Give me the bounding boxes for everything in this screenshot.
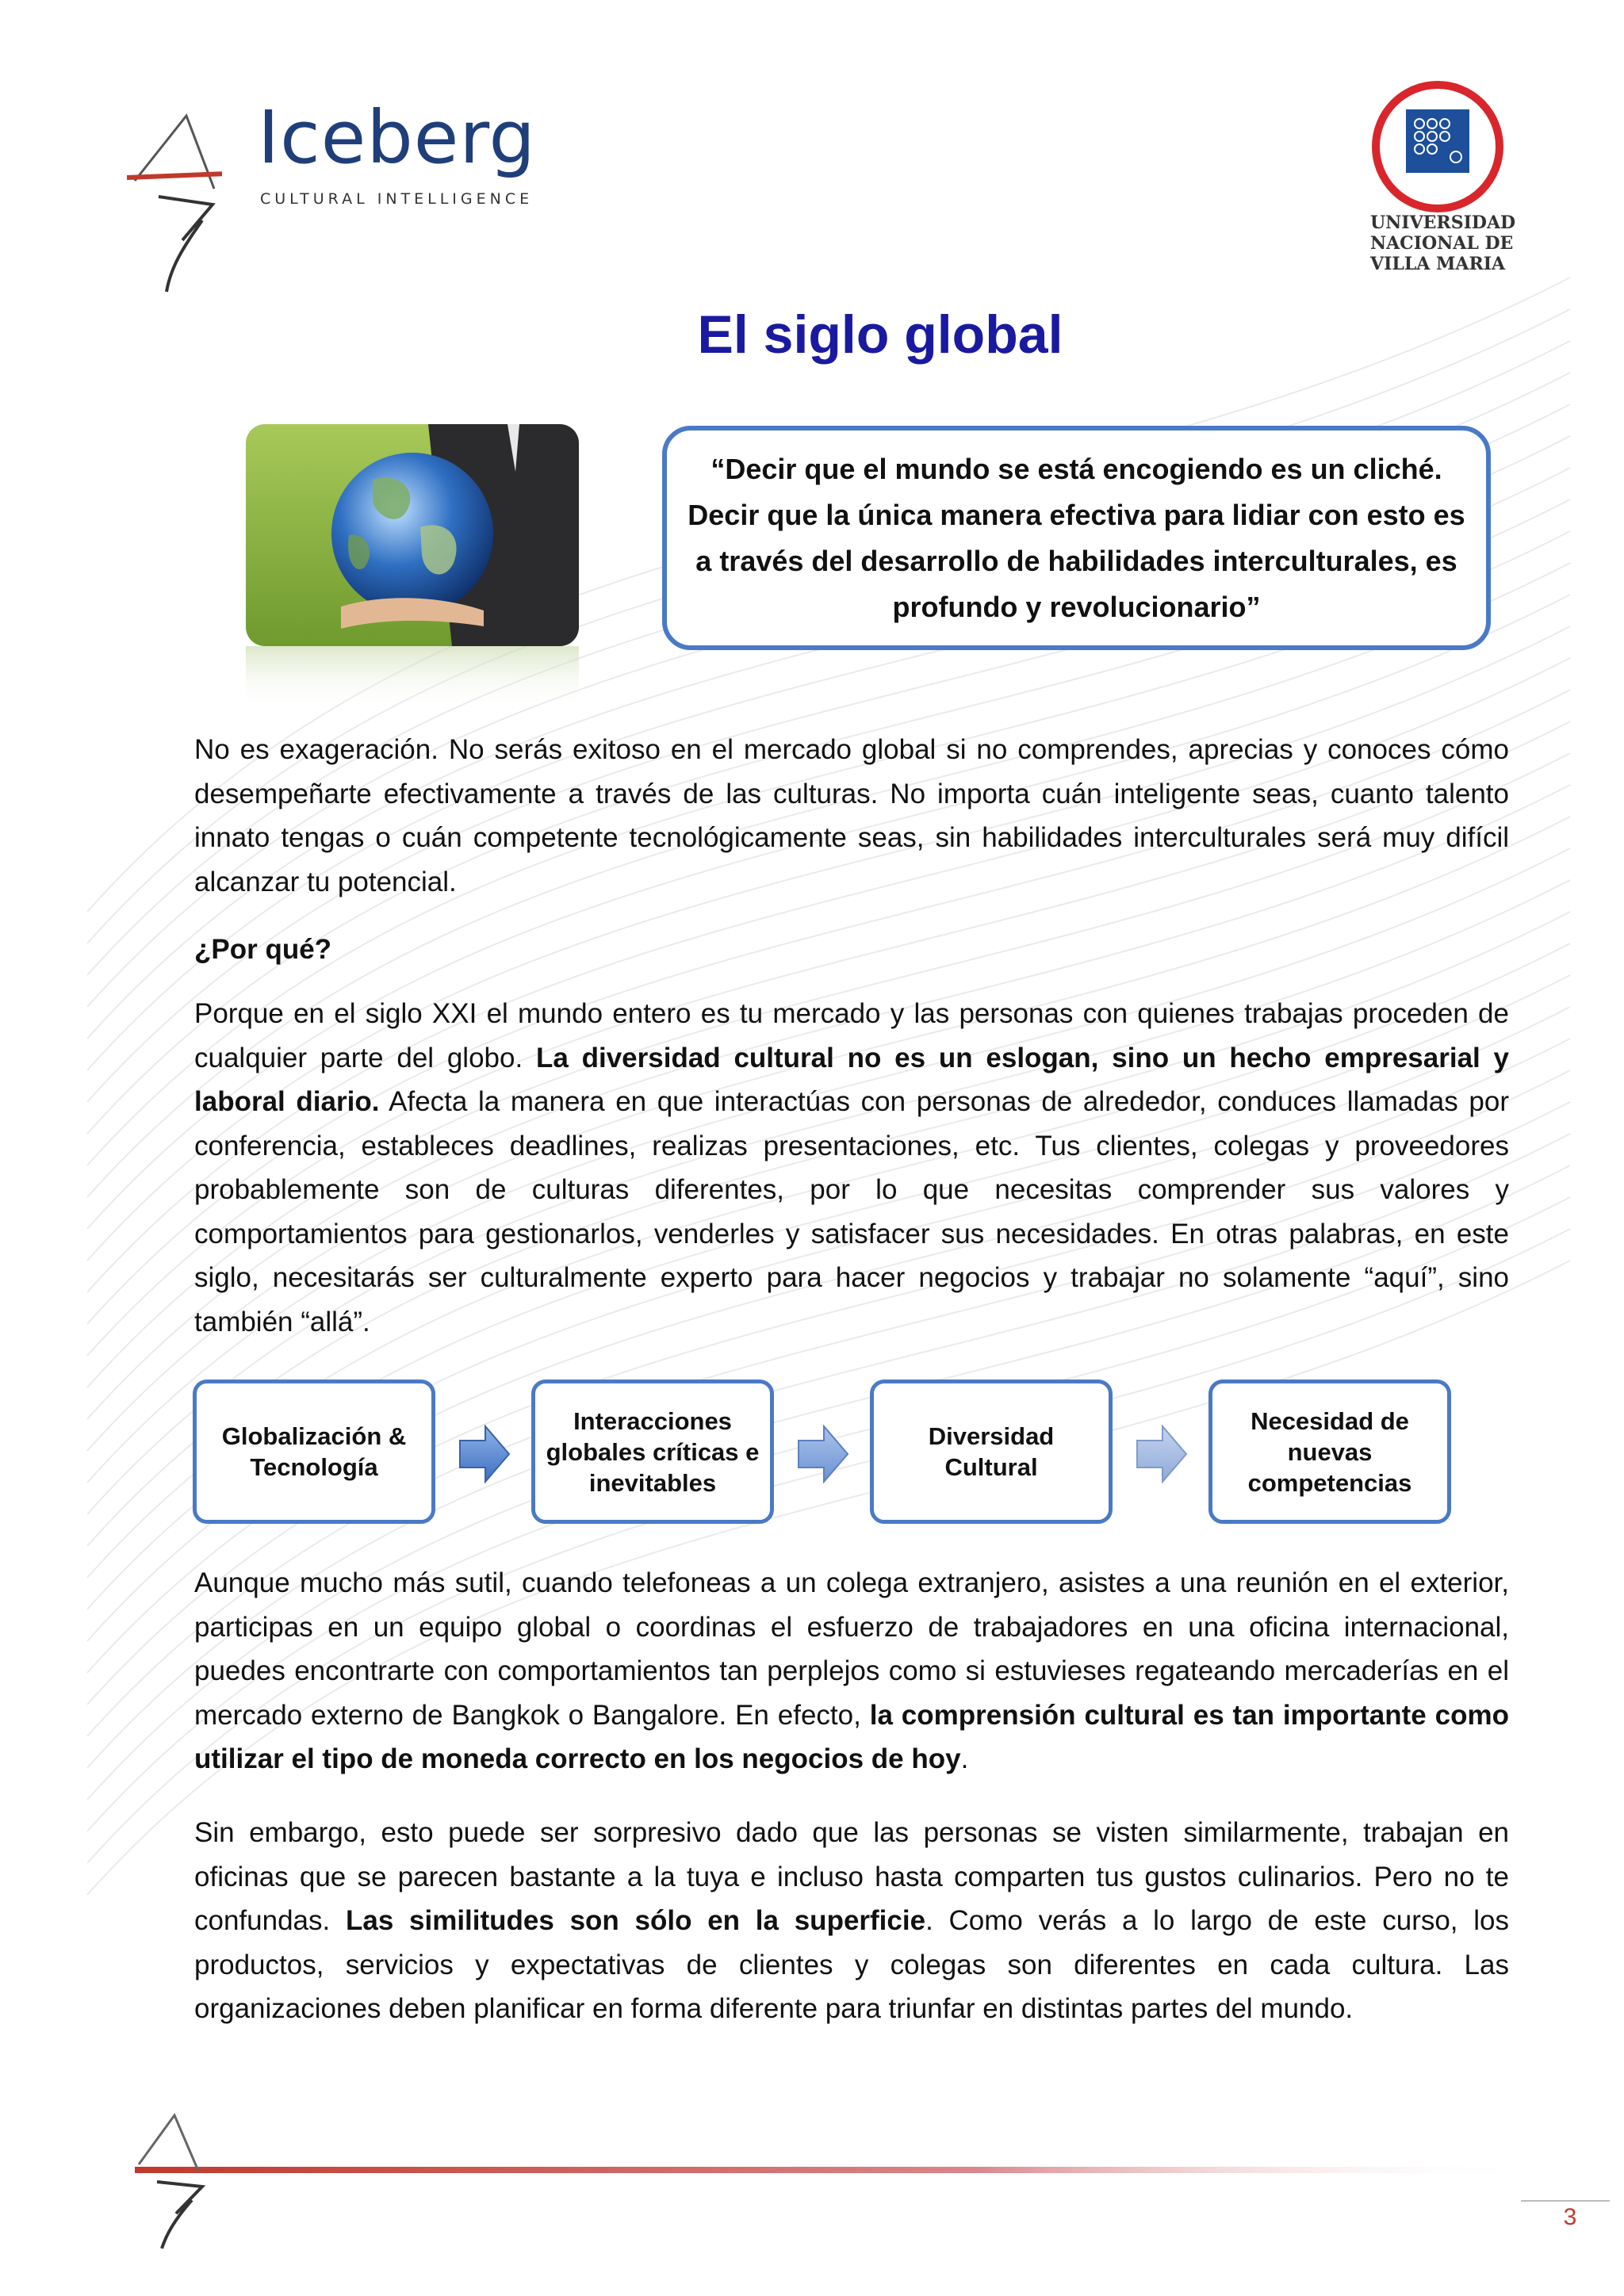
university-name-line-2: NACIONAL DE [1370, 233, 1514, 254]
flow-step-2 [531, 1380, 774, 1524]
why-paragraph-text-1: Porque en el siglo XXI el mundo entero es tu mercado y las personas con quienes trabajas proceden de cualquier parte del globo. [194, 998, 1509, 1073]
flow-step-4 [1208, 1380, 1451, 1524]
brand-tagline: CULTURAL INTELLIGENCE [260, 190, 534, 208]
paragraph-4-text-2: . Como verás a lo largo de este curso, los productos, servicios y expectativas de clientes y colegas son diferentes en cada cultura. Las organizaciones deben planificar en forma diferente para triunfar en distintas partes del mundo. [194, 1905, 1510, 2024]
paragraph-4-text-1: Sin embargo, esto puede ser sorpresivo dado que las personas se visten similarmente, trabajan en oficinas que se parecen bastante a la tuya e incluso hasta comparten tus gustos culinarios. Pero no te confundas. [194, 1817, 1509, 1936]
flow-step-1 [193, 1380, 435, 1524]
university-name-line-3: VILLA MARIA [1370, 254, 1506, 274]
paragraph-3-text-2: . [960, 1743, 969, 1774]
why-paragraph-text-2: Afecta la manera en que interactúas con personas de alrededor, conduces llamadas por conferencia, estableces deadlines, realizas presentaciones, etc. Tus clientes, colegas y proveedores probablemente son de culturas diferentes, por lo que necesitas comprender sus valores y comportamientos para gestionarlos, venderles y satisfacer sus necesidades. En otras palabras, en este siglo, necesitarás ser culturalmente experto para hacer negocios y trabajar no solamente “aquí”, sino también “allá”. [194, 1086, 1509, 1337]
iceberg-logo-icon [127, 101, 222, 300]
globe-photo [246, 424, 579, 646]
brand-name: Iceberg [258, 95, 536, 180]
intro-paragraph: No es exageración. No serás exitoso en el mercado global si no comprendes, aprecias y conoces cómo desempeñarte efectivamente a través de las culturas. No importa cuán inteligente seas, cuanto talento innato tengas o cuán competente tecnológicamente seas, sin habilidades interculturales será muy difícil alcanzar tu potencial. [194, 734, 1509, 897]
why-heading: ¿Por qué? [194, 934, 332, 965]
quote-box [662, 426, 1491, 650]
photo-reflection [246, 646, 579, 710]
paragraph-3-emphasis: la comprensión cultural es tan importante como utilizar el tipo de moneda correcto en los negocios de hoy [194, 1699, 1509, 1774]
flow-step-3 [870, 1380, 1113, 1524]
flow-arrow-icon [797, 1425, 849, 1483]
why-paragraph [194, 992, 1509, 1344]
footer-divider [135, 2167, 1530, 2173]
subtle-differences-paragraph [194, 1561, 1509, 1781]
flow-arrow-icon [458, 1425, 511, 1483]
flow-step-1-label: Globalización & Tecnología [221, 1422, 407, 1481]
page-number-rule [1521, 2200, 1610, 2202]
flow-step-3-label: Diversidad Cultural [928, 1422, 1055, 1481]
flow-step-4-label: Necesidad de nuevas competencias [1247, 1406, 1412, 1497]
university-seal-icon [1370, 79, 1505, 214]
page-number: 3 [1563, 2204, 1577, 2230]
similarities-paragraph [194, 1811, 1509, 2031]
university-name [1370, 212, 1516, 274]
why-paragraph-emphasis: La diversidad cultural no es un eslogan, sino un hecho empresarial y laboral diario. [194, 1042, 1510, 1117]
flow-step-2-label: Interacciones globales críticas e inevitables [546, 1406, 760, 1497]
quote-text: “Decir que el mundo se está encogiendo es un cliché. Decir que la única manera efectiva para lidiar con esto es a través del desarrollo de habilidades interculturales, es profundo y revolucionario” [688, 452, 1465, 623]
paragraph-3-text-1: Aunque mucho más sutil, cuando telefoneas a un colega extranjero, asistes a una reunión en el exterior, participas en un equipo global o coordinas el esfuerzo de trabajadores en una oficina internacional, puedes encontrarte con comportamientos tan perplejos como si estuvieses regateando mercaderías en el mercado externo de Bangkok o Bangalore. En efecto, [194, 1567, 1509, 1731]
university-name-line-1: UNIVERSIDAD [1370, 212, 1516, 233]
paragraph-4-emphasis: Las similitudes son sólo en la superficie [345, 1905, 926, 1936]
flow-arrow-icon [1136, 1425, 1188, 1483]
page-title: El siglo global [697, 304, 1063, 365]
iceberg-footer-icon [127, 2109, 214, 2252]
